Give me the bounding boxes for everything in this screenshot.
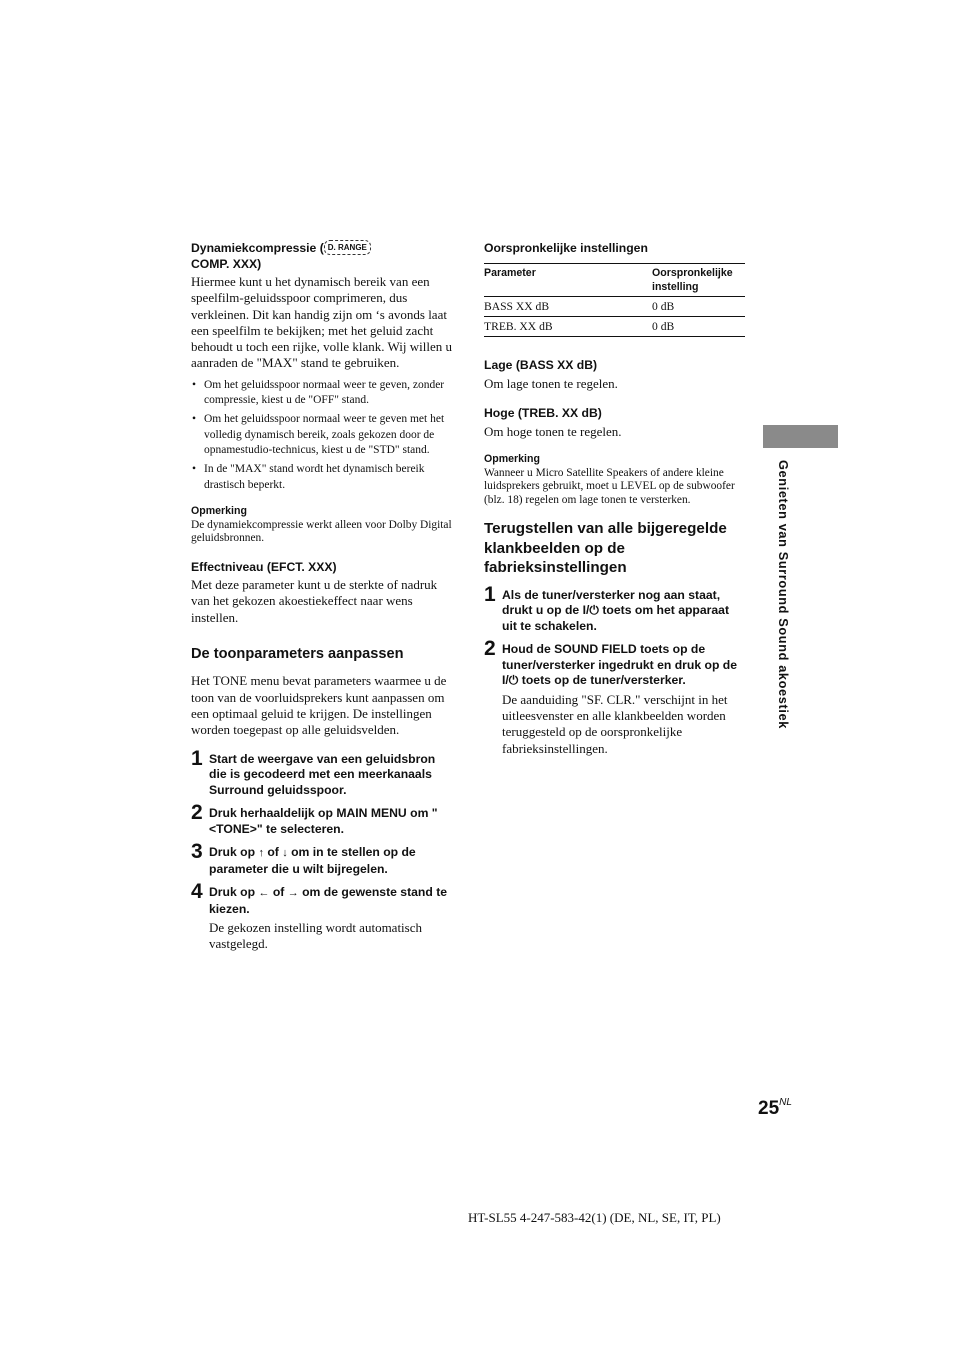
tone-label: TONE [216, 821, 250, 836]
dyn-bullet-list [191, 378, 454, 493]
tone-body: Het TONE menu bevat parameters waarmee u de toon van de voorluidsprekers kunt aanpassen om een optimaal geluid te krijgen. De instellingen worden toegepast op alle geluidsvelden. [191, 673, 447, 738]
bullet-text: Om het geluidsspoor normaal weer te geven met het volledig dynamisch bereik, zoals gekozen door de opnamestudio-technicus, kiest u de "STD" stand. [204, 413, 445, 456]
table-row [484, 297, 745, 317]
bullet-text: In de "MAX" stand wordt het dynamisch bereik drastisch beperkt. [204, 463, 425, 491]
bullet-text: Om het geluidsspoor normaal weer te geven, zonder compressie, kiest u de "OFF" stand. [204, 378, 445, 407]
step-text [209, 806, 454, 837]
step-text-b: toets op de tuner/versterker. [518, 673, 686, 688]
arrow-right-icon: → [287, 887, 299, 900]
table-header: Parameter [484, 264, 652, 297]
step-number: 3 [191, 840, 203, 864]
step-text-c: om in te stellen op de parameter die u wilt bijregelen. [209, 845, 416, 876]
orig-settings-title: Oorspronkelijke instellingen [484, 241, 648, 255]
table-cell: 0 dB [652, 297, 745, 317]
step-text-b: toets om het apparaat uit te schakelen. [502, 603, 730, 633]
angle-left-icon: < [209, 821, 217, 836]
footer-model-code: HT-SL55 4-247-583-42(1) (DE, NL, SE, IT, PL) [468, 1210, 721, 1225]
step-text [209, 845, 454, 877]
reset-step-1 [484, 582, 746, 635]
note-text: Wanneer u Micro Satellite Speakers of andere kleine luidsprekers gebruikt, moet u LEVEL op de subwoofer (blz. 18) regelen om lage tonen te versterken. [484, 466, 735, 506]
d-range-badge: D. RANGE [324, 240, 371, 255]
bullet-dot-icon: • [192, 463, 197, 476]
step-text-c: om de gewenste stand te kiezen. [209, 885, 448, 916]
step-text-c: " te selecteren. [256, 821, 344, 836]
dyn-comp-body: Hiermee kunt u het dynamisch bereik van een speelfilm-geluidsspoor comprimeren, dus verkleinen. Dit kan handig zijn om ‘s avonds laat een speelfilm te bekijken; met het geluid zacht behoudt u toch een rijke, volle klank. Wij willen u aanraden de "MAX" stand te gebruiken. [191, 274, 452, 371]
orig-settings-table [484, 263, 745, 337]
treble-body: Om hoge tonen te regelen. [484, 424, 622, 440]
treble-title: Hoge (TREB. XX dB) [484, 406, 602, 421]
step-text-a: Als de tuner/versterker nog aan staat, drukt u op de I/ [502, 587, 721, 618]
step-text [502, 588, 746, 635]
power-icon: ⏻ [508, 673, 519, 688]
arrow-down-icon: ↓ [282, 847, 288, 860]
reset-step-2 [484, 637, 746, 757]
table-cell: 0 dB [652, 317, 745, 337]
step-number: 2 [484, 637, 496, 661]
step-text-b: of [263, 845, 283, 860]
tone-heading: De toonparameters aanpassen [191, 645, 404, 662]
step-text: Start de weergave van een geluidsbron die is gecodeerd met een meerkanaals Surround geluidsspoor. [209, 751, 436, 797]
step-text-a: Druk op [209, 845, 259, 860]
side-section-title: Genieten van Surround Sound akoestiek [776, 460, 791, 729]
step-body: De gekozen instelling wordt automatisch vastgelegd. [209, 920, 423, 952]
effect-title: Effectniveau (EFCT. XXX) [191, 560, 337, 575]
note-label: Opmerking [191, 504, 247, 517]
left-column [191, 240, 454, 953]
step-text-a: Houd de SOUND FIELD toets op de tuner/versterker ingedrukt en druk op de I/ [502, 642, 738, 688]
bullet-item [191, 378, 454, 409]
step-2 [191, 801, 454, 837]
step-number: 1 [484, 582, 496, 606]
dyn-title-b: COMP. XXX) [191, 257, 262, 271]
step-text-a: Druk herhaaldelijk op MAIN MENU om " [209, 806, 438, 821]
arrow-left-icon: ← [258, 887, 270, 900]
bass-body: Om lage tonen te regelen. [484, 376, 618, 391]
bullet-dot-icon: • [192, 413, 197, 426]
step-number: 2 [191, 801, 203, 825]
reset-heading: Terugstellen van alle bijgeregelde klankbeelden op de fabrieksinstellingen [484, 520, 727, 577]
table-cell: BASS XX dB [484, 297, 652, 317]
bullet-item [191, 412, 454, 458]
step-text-a: Druk op [209, 885, 259, 900]
table-header-row [484, 264, 745, 297]
table-header: Oorspronkelijke instelling [652, 264, 745, 297]
step-text [209, 885, 454, 917]
dyn-title-a: Dynamiekcompressie ( [191, 241, 324, 255]
step-text [502, 642, 746, 689]
effect-body: Met deze parameter kunt u de sterkte of nadruk van het gekozen akoestiekeffect naar wens instellen. [191, 577, 438, 625]
section-tab-marker [763, 425, 838, 448]
step-3 [191, 840, 454, 877]
table-cell: TREB. XX dB [484, 317, 652, 337]
step-1 [191, 746, 454, 799]
page-number-value: 25 [758, 1098, 780, 1119]
bullet-item [191, 462, 454, 493]
power-icon: ⏻ [589, 603, 599, 618]
bass-title: Lage (BASS XX dB) [484, 358, 598, 372]
bullet-dot-icon: • [192, 378, 197, 391]
step-body: De aanduiding "SF. CLR." verschijnt in het uitleesvenster en alle klankbeelden worden teruggesteld op de oorspronkelijke fabrieksinstellingen. [502, 691, 728, 756]
page-number [758, 1097, 792, 1120]
step-text-b: of [269, 885, 288, 900]
step-number: 4 [191, 880, 203, 904]
right-column [484, 240, 746, 757]
table-row [484, 317, 745, 337]
note-text: De dynamiekcompressie werkt alleen voor Dolby Digital geluidsbronnen. [191, 518, 452, 545]
arrow-up-icon: ↑ [258, 847, 264, 860]
step-4 [191, 880, 454, 953]
step-number: 1 [191, 746, 203, 770]
page-language-suffix: NL [779, 1097, 792, 1108]
dyn-comp-title [191, 240, 454, 272]
note-label: Opmerking [484, 452, 540, 465]
angle-right-icon: > [249, 821, 257, 836]
